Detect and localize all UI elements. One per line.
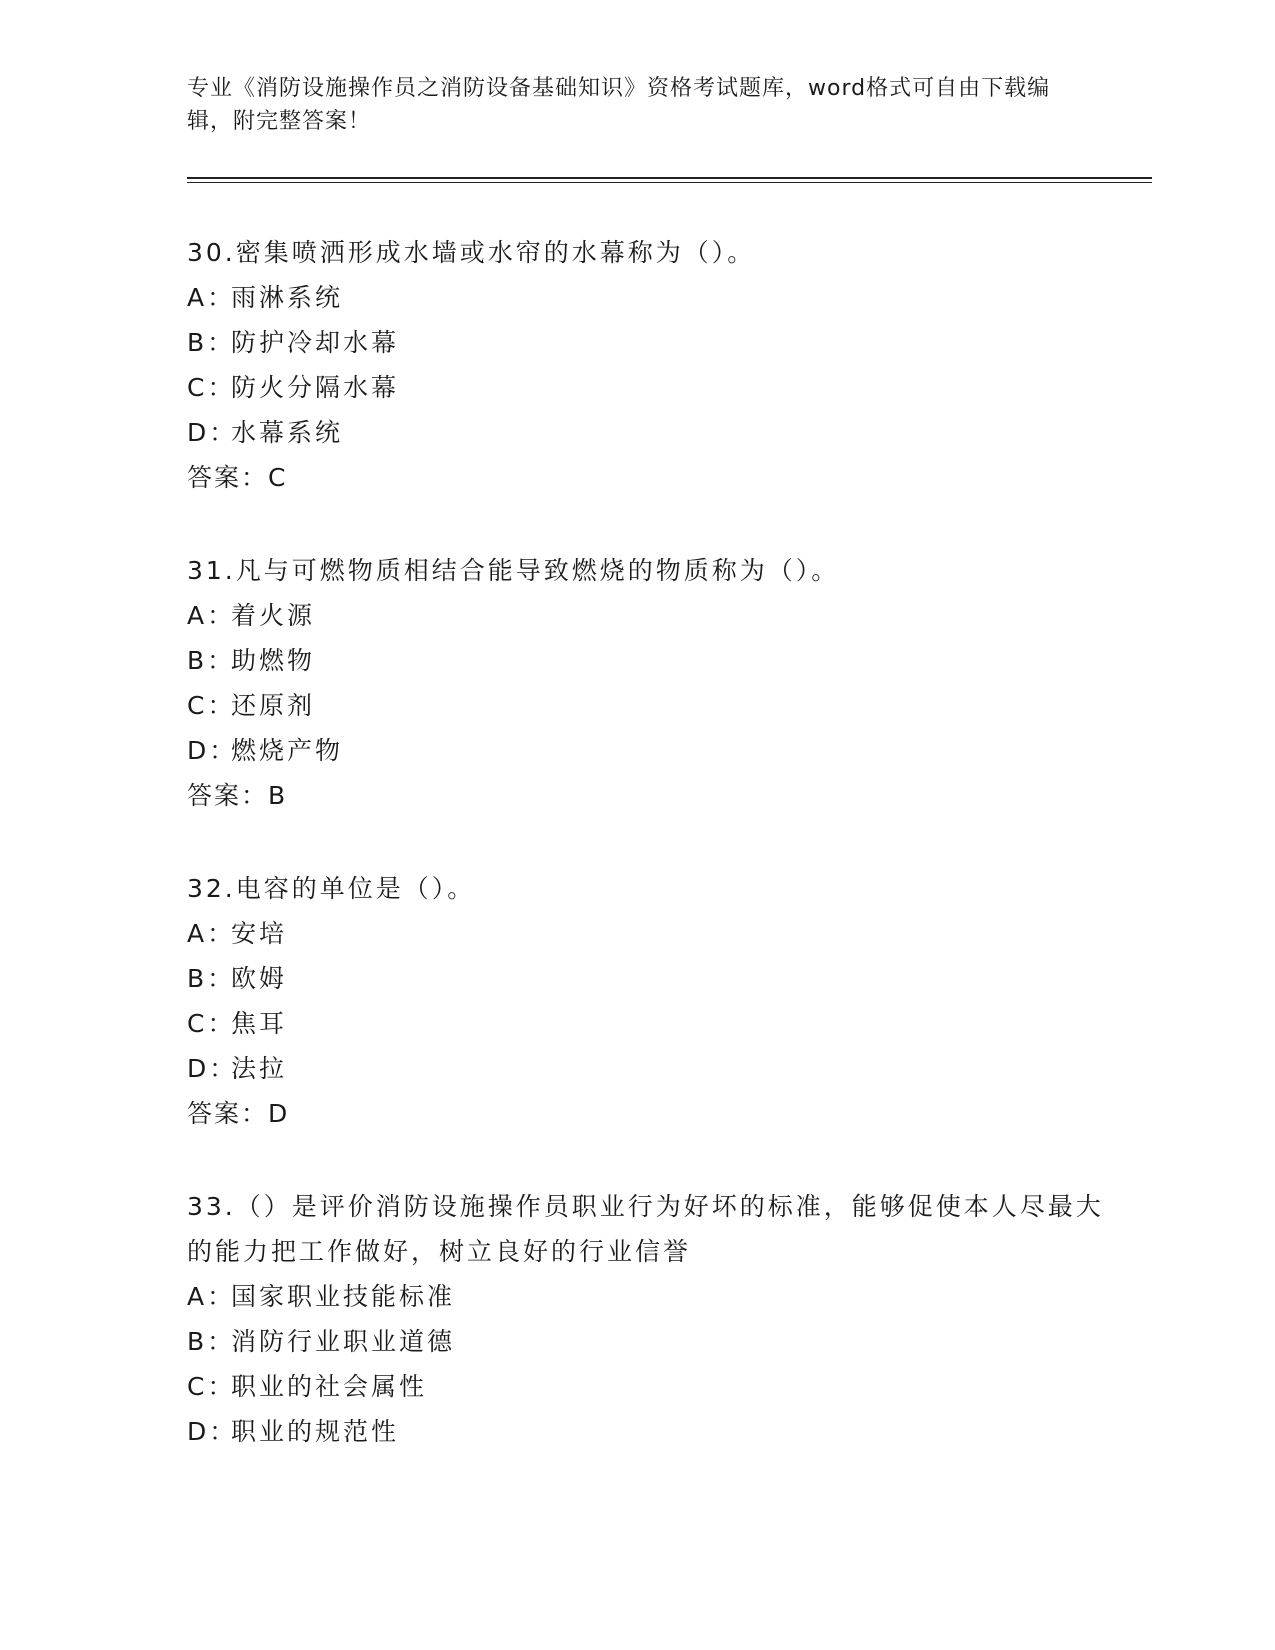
- option-key: D：: [187, 1054, 238, 1083]
- option-c: [187, 1001, 1127, 1046]
- option-key: A：: [187, 919, 236, 948]
- question-stem: 33.（）是评价消防设施操作员职业行为好坏的标准，能够促使本人尽最大的能力把工作做好，树立良好的行业信誉: [187, 1192, 1104, 1266]
- question-stem: 32.电容的单位是（）。: [187, 874, 476, 903]
- option-key: A：: [187, 1282, 236, 1311]
- option-text: 职业的社会属性: [231, 1372, 428, 1401]
- option-key: C：: [187, 691, 236, 720]
- option-text: 防护冷却水幕: [231, 328, 400, 357]
- option-d: [187, 1046, 1127, 1091]
- option-d: [187, 728, 1127, 773]
- answer-line: 答案：B: [187, 781, 288, 810]
- option-text: 国家职业技能标准: [231, 1282, 456, 1311]
- option-text: 安培: [231, 919, 288, 948]
- option-text: 雨淋系统: [231, 283, 344, 312]
- option-key: C：: [187, 1009, 236, 1038]
- option-text: 燃烧产物: [231, 736, 344, 765]
- header-divider: [187, 177, 1152, 183]
- option-key: D：: [187, 736, 238, 765]
- option-c: [187, 683, 1127, 728]
- option-d: [187, 1409, 1127, 1454]
- option-b: [187, 1319, 1127, 1364]
- option-key: B：: [187, 964, 236, 993]
- option-key: A：: [187, 283, 236, 312]
- option-text: 欧姆: [231, 964, 288, 993]
- question-31: [187, 548, 1127, 818]
- document-header: 专业《消防设施操作员之消防设备基础知识》资格考试题库，word格式可自由下载编辑，附完整答案！: [187, 76, 1051, 134]
- option-key: C：: [187, 1372, 236, 1401]
- option-c: [187, 1364, 1127, 1409]
- option-a: [187, 275, 1127, 320]
- option-key: D：: [187, 1417, 238, 1446]
- option-a: [187, 1274, 1127, 1319]
- option-key: B：: [187, 646, 236, 675]
- question-33: [187, 1184, 1127, 1454]
- option-a: [187, 911, 1127, 956]
- option-c: [187, 365, 1127, 410]
- option-text: 水幕系统: [231, 418, 344, 447]
- option-key: B：: [187, 328, 236, 357]
- answer-line: 答案：D: [187, 1099, 290, 1128]
- question-32: [187, 866, 1127, 1136]
- option-key: B：: [187, 1327, 236, 1356]
- option-text: 着火源: [231, 601, 316, 630]
- option-key: A：: [187, 601, 236, 630]
- option-text: 法拉: [231, 1054, 288, 1083]
- option-a: [187, 593, 1127, 638]
- question-30: [187, 230, 1127, 500]
- option-b: [187, 638, 1127, 683]
- option-d: [187, 410, 1127, 455]
- option-text: 消防行业职业道德: [231, 1327, 456, 1356]
- option-key: C：: [187, 373, 236, 402]
- option-key: D：: [187, 418, 238, 447]
- option-text: 焦耳: [231, 1009, 288, 1038]
- option-b: [187, 956, 1127, 1001]
- option-b: [187, 320, 1127, 365]
- question-stem: 31.凡与可燃物质相结合能导致燃烧的物质称为（）。: [187, 556, 840, 585]
- option-text: 还原剂: [231, 691, 316, 720]
- answer-line: 答案：C: [187, 463, 288, 492]
- question-stem: 30.密集喷洒形成水墙或水帘的水幕称为（）。: [187, 238, 756, 267]
- option-text: 助燃物: [231, 646, 316, 675]
- option-text: 职业的规范性: [231, 1417, 400, 1446]
- option-text: 防火分隔水幕: [231, 373, 400, 402]
